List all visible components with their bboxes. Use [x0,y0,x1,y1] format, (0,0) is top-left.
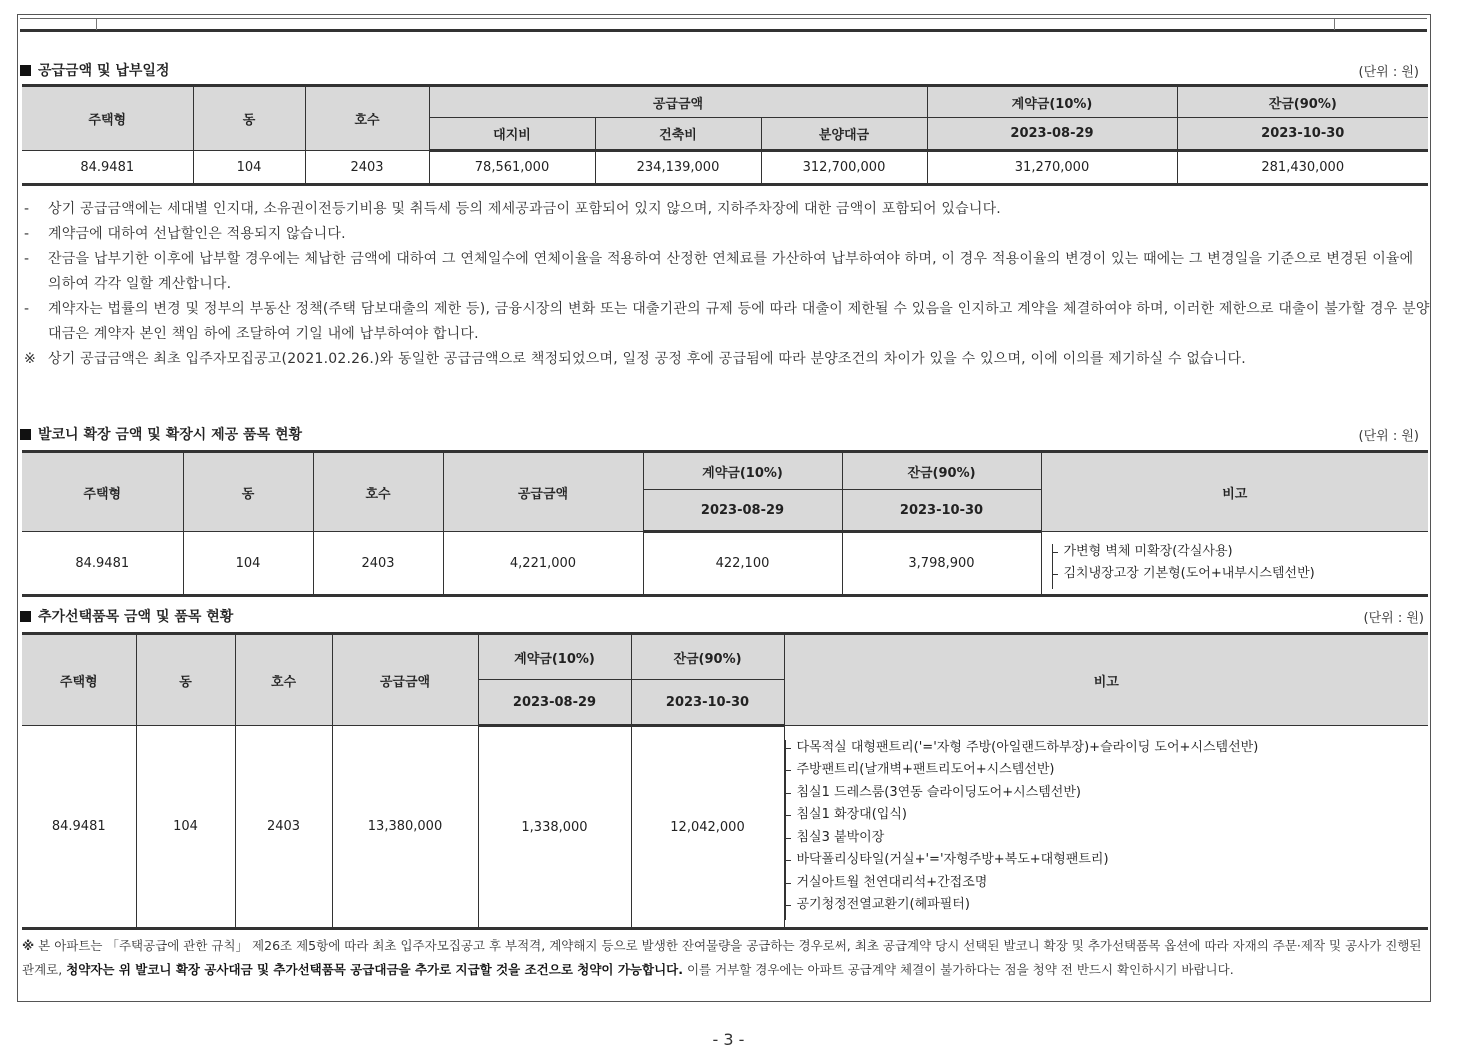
header-balance-date: 2023-10-30 [1177,118,1428,151]
header-dong: 동 [183,452,313,532]
header-balance: 잔금(90%) [1177,86,1428,118]
top-table-edge [20,18,1427,32]
notes-list [22,197,1430,372]
cell-remark [784,726,1428,929]
cell-sale: 312,700,000 [761,151,927,185]
header-balance-date: 2023-10-30 [842,490,1041,532]
cell-balance: 3,798,900 [842,532,1041,596]
remark-item: 공기청정전열교환기(헤파필터) [785,894,1429,917]
footnote: ※ 본 아파트는 「주택공급에 관한 규칙」 제26조 제5항에 따라 최초 입주자모집공고 후 부적격, 계약해지 등으로 발생한 잔여물량을 공급하는 경우로써, 최초 공급계약 당시 선택된 발코니 확장 및 추가선택품목 옵션에 따라 자재의 주문·제작 및 공사가 진행된 관계로, 청약자는 위 발코니 확장 공사대금 및 추가선택품목 공급대금을 추가로 지급할 것을 조건으로 청약이 가능합니다. 이를 거부할 경우에는 아파트 공급계약 체결이 불가하다는 점을 청약 전 반드시 확인하시기 바랍니다. [22,938,1422,977]
cell-dong: 104 [193,151,305,185]
header-ho: 호수 [305,86,429,151]
remark-item: 가변형 벽체 미확장(각실사용) [1052,541,1429,564]
cell-dong: 104 [183,532,313,596]
header-deposit: 계약금(10%) [478,634,631,680]
header-balance-date: 2023-10-30 [631,680,784,726]
cell-balance: 281,430,000 [1177,151,1428,185]
header-type: 주택형 [22,86,193,151]
header-deposit-date: 2023-08-29 [927,118,1177,151]
header-deposit: 계약금(10%) [643,452,842,490]
header-supply: 공급금액 [429,86,927,118]
supply-table [22,84,1428,186]
note-item: - 계약금에 대하여 선납할인은 적용되지 않습니다. [24,226,346,242]
remark-item: 김치냉장고장 기본형(도어+내부시스템선반) [1052,563,1429,586]
cell-deposit: 422,100 [643,532,842,596]
options-table [22,632,1428,930]
cell-type: 84.9481 [22,726,136,929]
header-land: 대지비 [429,118,595,151]
cell-dong: 104 [136,726,235,929]
remark-item: 바닥폴리싱타일(거실+'='자형주방+복도+대형팬트리) [785,849,1429,872]
remark-item: 주방팬트리(날개벽+팬트리도어+시스템선반) [785,759,1429,782]
unit-label-options: (단위 : 원) [1363,611,1424,626]
remark-item: 거실아트월 천연대리석+간접조명 [785,872,1429,895]
unit-label-balcony: (단위 : 원) [1358,429,1419,444]
remark-item: 침실3 붙박이장 [785,827,1429,850]
table-row [22,726,1428,929]
section-title-balcony: 발코니 확장 금액 및 확장시 제공 품목 현황 [20,424,302,444]
note-item: - 계약자는 법률의 변경 및 정부의 부동산 정책(주택 담보대출의 제한 등), 금융시장의 변화 또는 대출기관의 규제 등에 따라 대출이 제한될 수 있음을 인지하고 계약을 체결하여야 하며, 이러한 제한으로 대출이 불가할 경우 분양대금은 계약자 본인 책임 하에 조달하여 기일 내에 납부하여야 합니다. [24,301,1430,342]
cell-deposit: 31,270,000 [927,151,1177,185]
cell-ho: 2403 [235,726,332,929]
cell-ho: 2403 [305,151,429,185]
header-ho: 호수 [235,634,332,726]
balcony-table [22,450,1428,597]
note-item: ※ 상기 공급금액은 최초 입주자모집공고(2021.02.26.)와 동일한 공급금액으로 책정되었으며, 일정 공정 후에 공급됨에 따라 분양조건의 차이가 있을 수 있으며, 이에 이의를 제기하실 수 없습니다. [24,351,1246,367]
remark-item: 침실1 화장대(입식) [785,804,1429,827]
cell-deposit: 1,338,000 [478,726,631,929]
cell-supply: 4,221,000 [443,532,643,596]
section-title-supply: 공급금액 및 납부일정 [20,60,169,80]
page-number: - 3 - [712,1030,745,1049]
unit-label-supply: (단위 : 원) [1358,65,1419,80]
note-item: - 잔금을 납부기한 이후에 납부할 경우에는 체납한 금액에 대하여 그 연체일수에 연체이율을 적용하여 산정한 연체료를 가산하여 납부하여야 하며, 이 경우 적용이율의 변경이 있는 때에는 그 변경일을 기준으로 변경된 이율에 의하여 각각 일할 계산합니다. [24,251,1414,292]
header-supply: 공급금액 [332,634,478,726]
note-item: - 상기 공급금액에는 세대별 인지대, 소유권이전등기비용 및 취득세 등의 제세공과금이 포함되어 있지 않으며, 지하주차장에 대한 금액이 포함되어 있습니다. [24,201,1001,217]
cell-remark [1041,532,1428,596]
header-remark: 비고 [784,634,1428,726]
header-deposit: 계약금(10%) [927,86,1177,118]
header-deposit-date: 2023-08-29 [643,490,842,532]
header-dong: 동 [136,634,235,726]
square-bullet-icon [20,611,31,622]
header-deposit-date: 2023-08-29 [478,680,631,726]
cell-type: 84.9481 [22,532,183,596]
header-balance: 잔금(90%) [631,634,784,680]
cell-land: 78,561,000 [429,151,595,185]
header-type: 주택형 [22,634,136,726]
cell-balance: 12,042,000 [631,726,784,929]
cell-type: 84.9481 [22,151,193,185]
cell-build: 234,139,000 [595,151,761,185]
remark-item: 침실1 드레스룸(3연동 슬라이딩도어+시스템선반) [785,782,1429,805]
cell-ho: 2403 [313,532,443,596]
header-sale: 분양대금 [761,118,927,151]
header-build: 건축비 [595,118,761,151]
cell-supply: 13,380,000 [332,726,478,929]
remark-item: 다목적실 대형팬트리('='자형 주방(아일랜드하부장)+슬라이딩 도어+시스템선반) [785,737,1429,760]
section-title-options: 추가선택품목 금액 및 품목 현황 [20,606,233,626]
header-dong: 동 [193,86,305,151]
header-ho: 호수 [313,452,443,532]
table-row [22,532,1428,596]
header-supply: 공급금액 [443,452,643,532]
footnote-emphasis: 청약자는 위 발코니 확장 공사대금 및 추가선택품목 공급대금을 추가로 지급할 것을 조건으로 청약이 가능합니다. [66,962,683,977]
square-bullet-icon [20,65,31,76]
header-balance: 잔금(90%) [842,452,1041,490]
header-remark: 비고 [1041,452,1428,532]
header-type: 주택형 [22,452,183,532]
square-bullet-icon [20,429,31,440]
table-row [22,151,1428,185]
